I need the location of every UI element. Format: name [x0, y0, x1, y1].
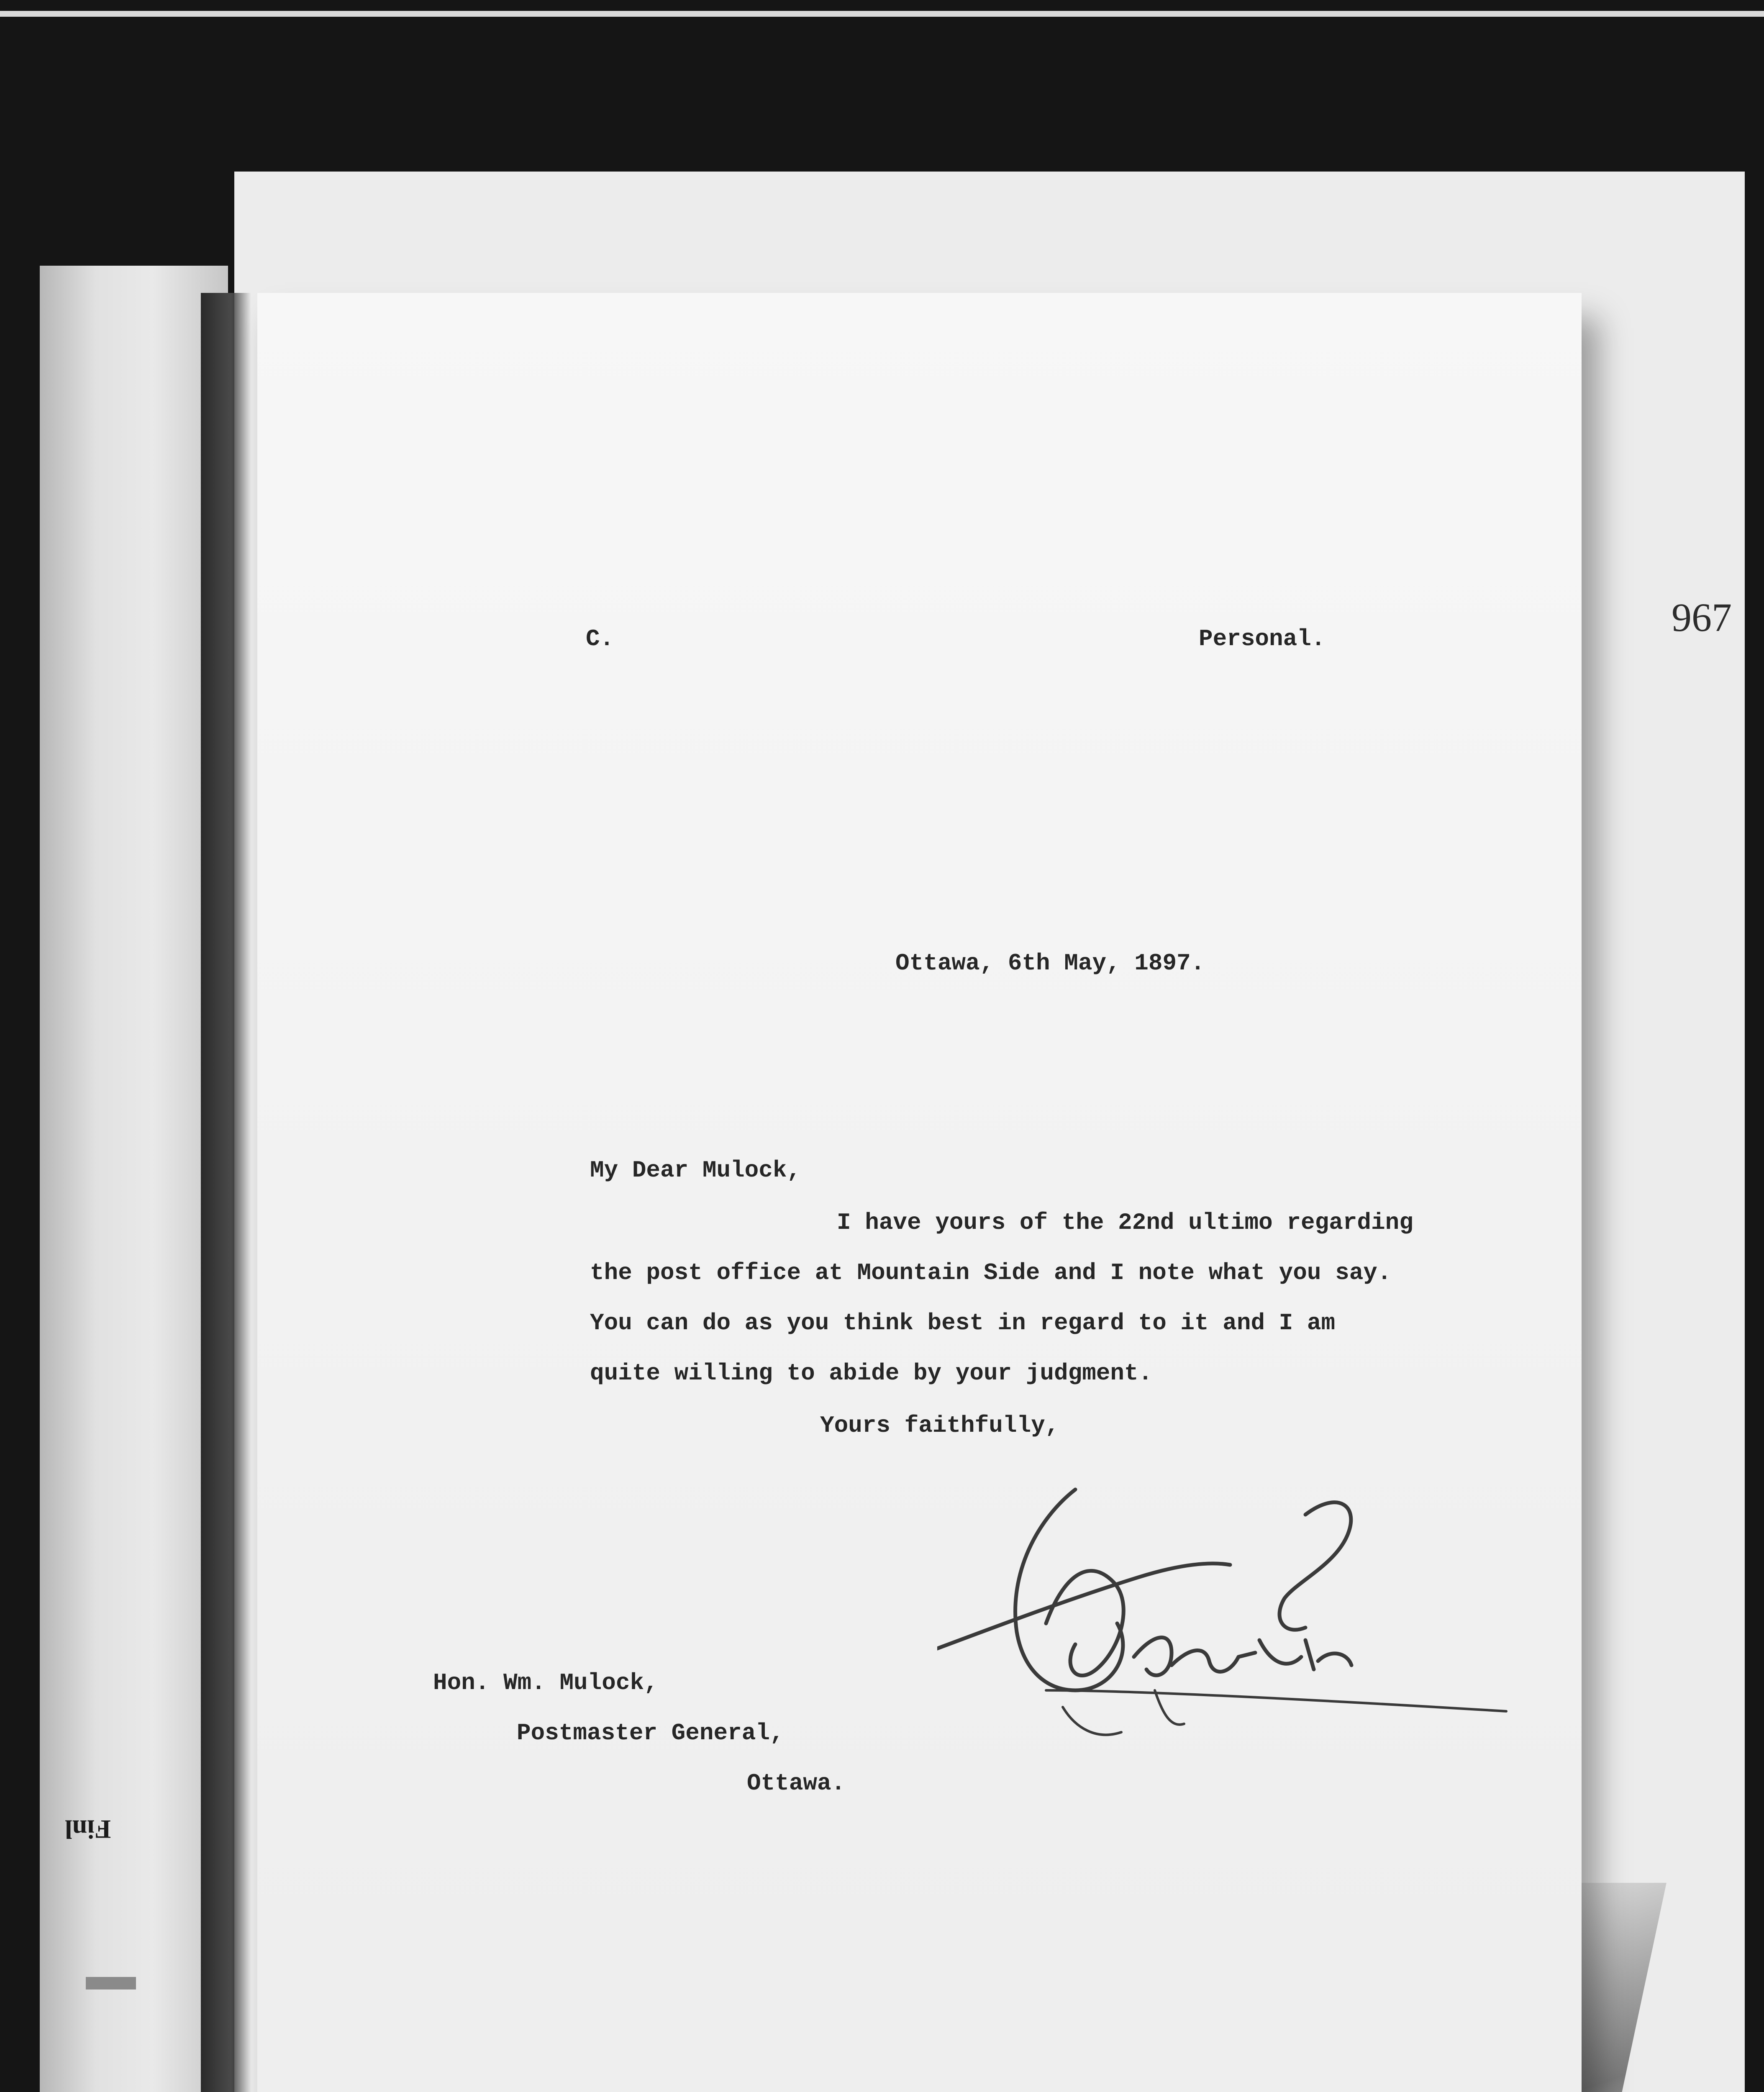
bound-volume-edge	[40, 266, 228, 2092]
recipient-name: Hon. Wm. Mulock,	[433, 1669, 658, 1696]
body-line: the post office at Mountain Side and I note what you say.	[590, 1259, 1392, 1286]
recipient-title: Postmaster General,	[517, 1720, 784, 1746]
handwritten-signature	[937, 1473, 1523, 1791]
spine-edge-text: Finl	[65, 1815, 111, 1844]
body-line: I have yours of the 22nd ultimo regarding	[837, 1209, 1413, 1236]
spine-mark	[86, 1977, 136, 1989]
body-line: quite willing to abide by your judgment.	[590, 1360, 1153, 1387]
letter-page	[257, 293, 1732, 2092]
closing: Yours faithfully,	[820, 1412, 1059, 1439]
salutation: My Dear Mulock,	[590, 1157, 801, 1184]
body-line: You can do as you think best in regard to it and I am	[590, 1310, 1336, 1336]
recipient-city: Ottawa.	[747, 1770, 846, 1797]
frame-top-line	[0, 11, 1764, 17]
file-mark: C.	[586, 626, 614, 652]
folio-number: 967	[1672, 595, 1732, 640]
classification-label: Personal.	[1199, 626, 1326, 652]
place-date-line: Ottawa, 6th May, 1897.	[895, 950, 1205, 977]
spine-shadow	[201, 293, 251, 2092]
